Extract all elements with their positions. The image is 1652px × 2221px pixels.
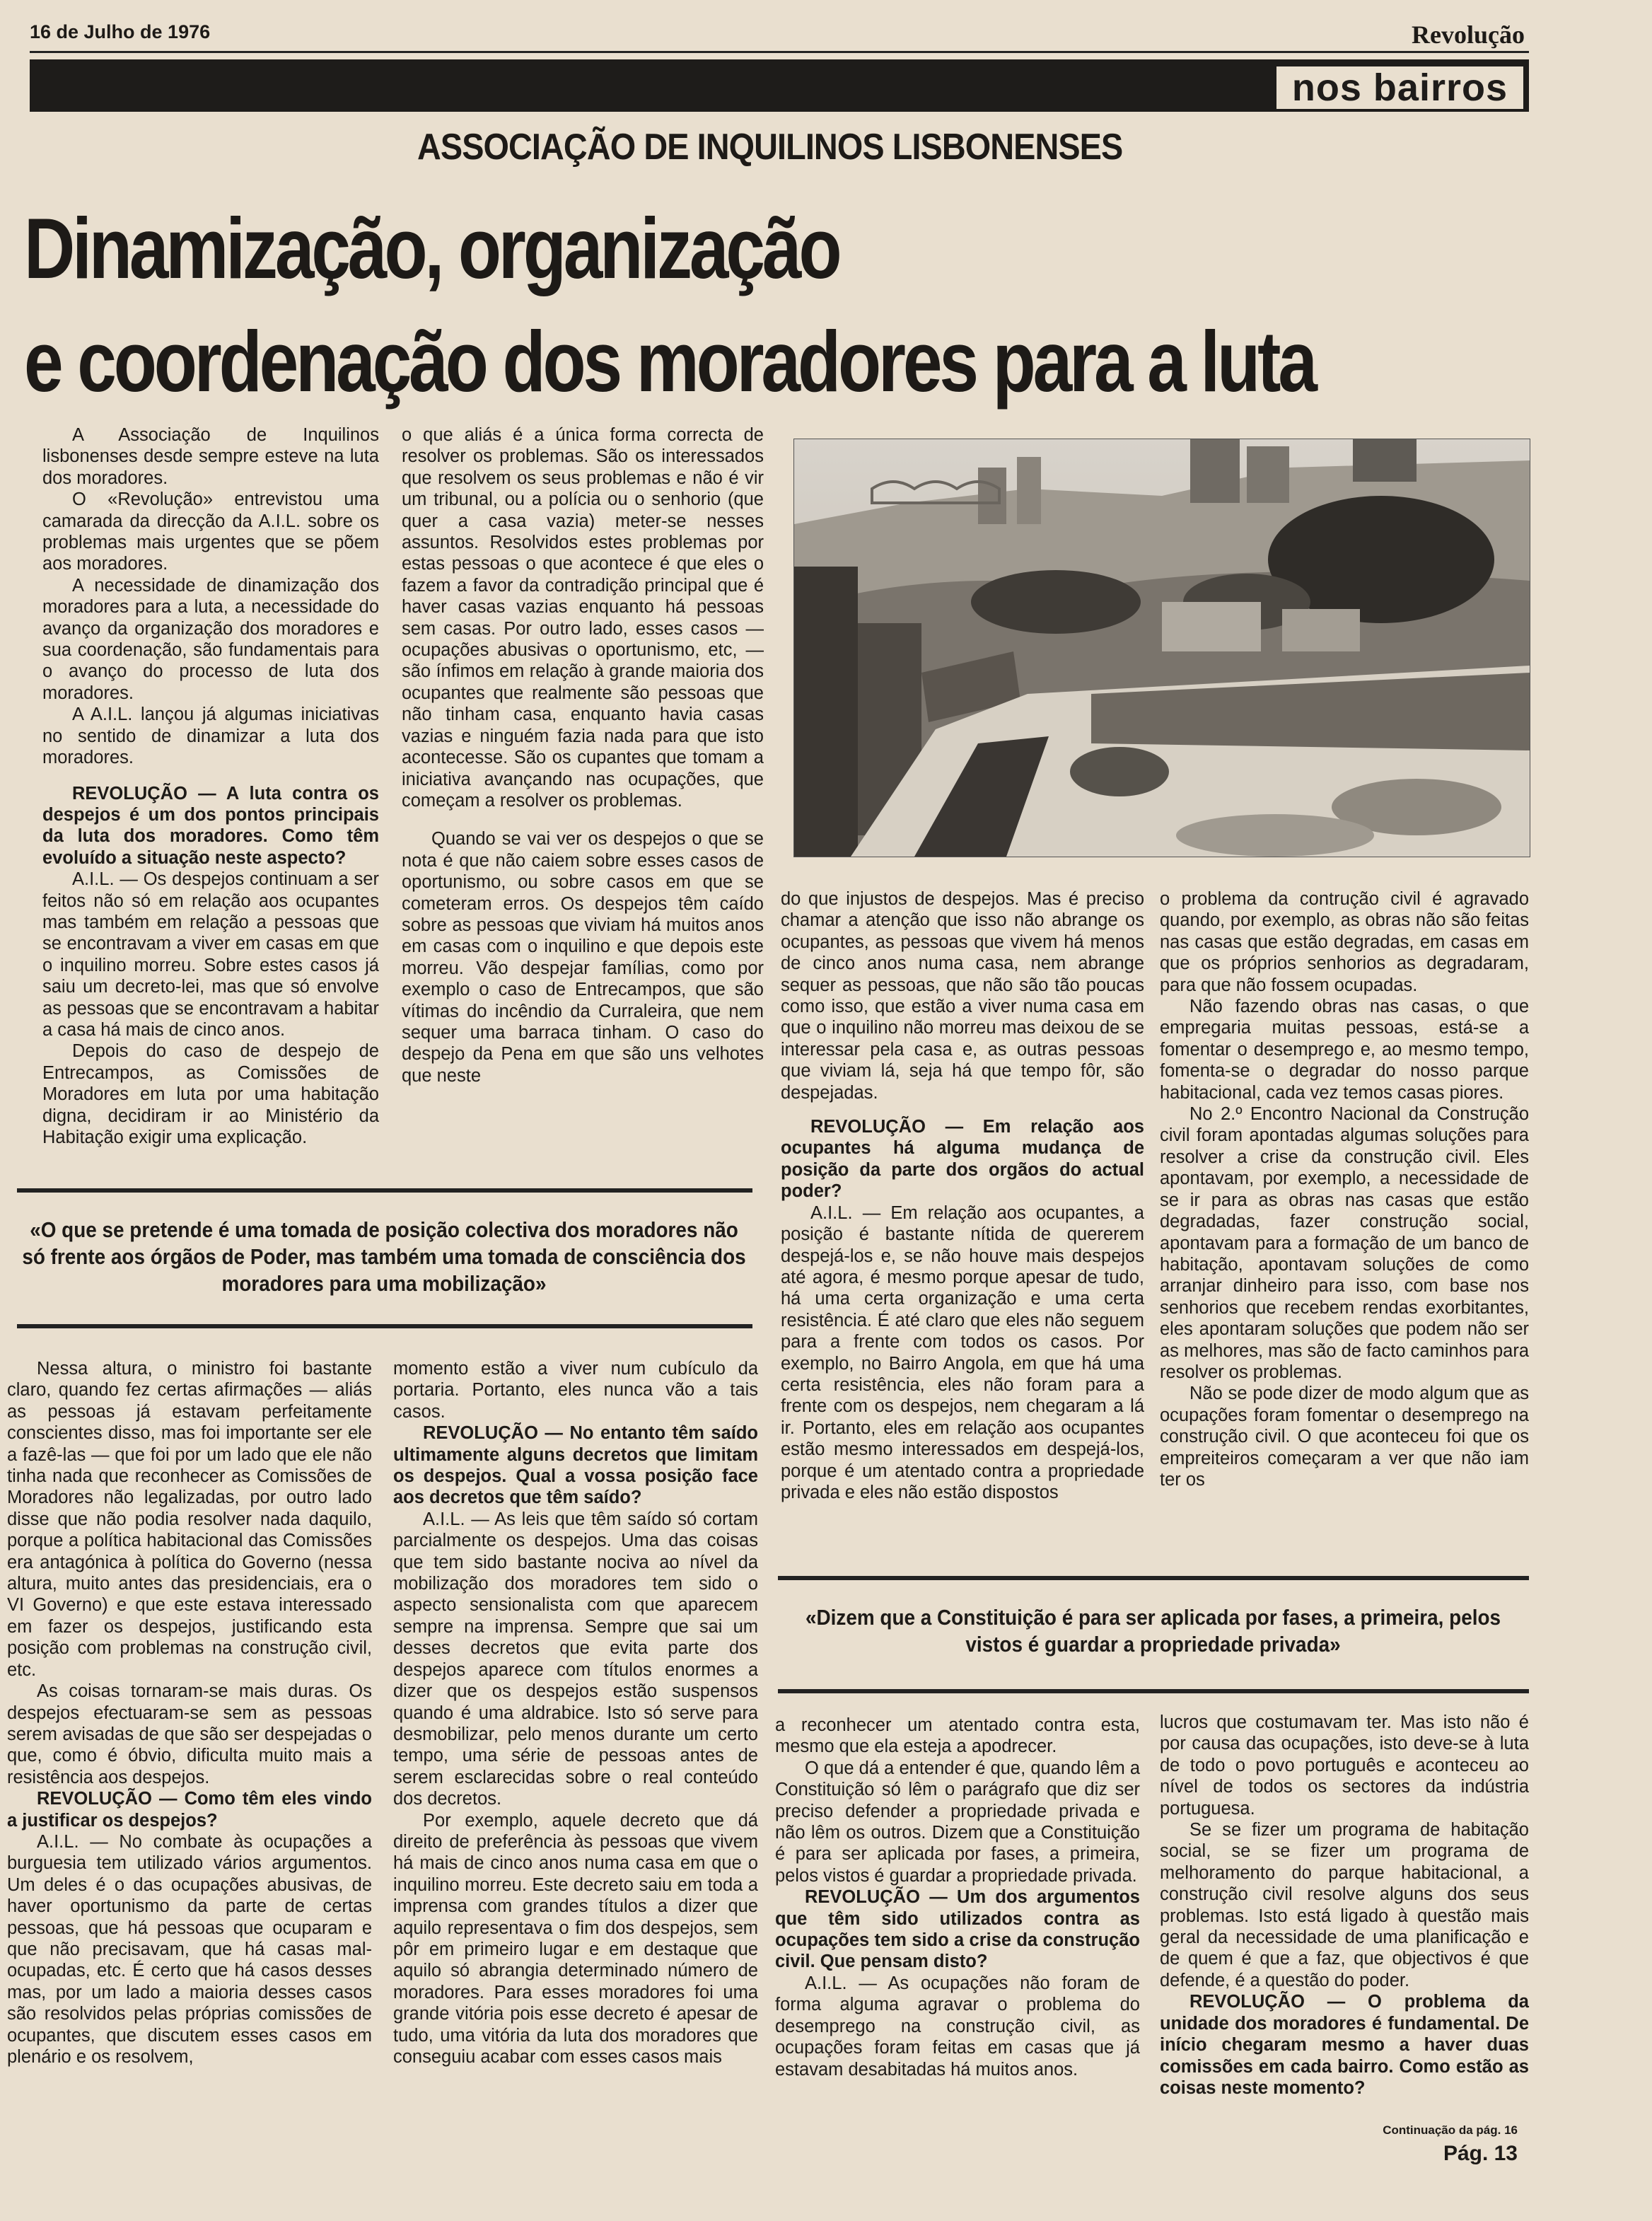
paragraph: Não fazendo obras nas casas, o que empregaria muitas pessoas, está-se a fomentar o desemprego e, ao mesmo tempo, fomenta-se o degradar do nosso parque habitacional, cada vez temos casas piores. — [1160, 997, 1529, 1103]
column-6 — [393, 1358, 758, 2068]
paragraph: A.I.L. — No combate às ocupações a burguesia tem utilizado vários argumentos. Um deles é o das ocupações abusivas, de haver oportunismo da parte de certas pessoas, que há pessoas que ocuparam e que não precisavam, que há casas mal-ocupadas, etc. É certo que há casos desses mas, por um lado a maioria desses casos são resolvidos pelas próprias comissões de ocupantes, que discutem esses casos em plenário e os resolvem, — [7, 1831, 372, 2067]
paragraph: Nessa altura, o ministro foi bastante claro, quando fez certas afirmações — aliás as pessoas já estavam perfeitamente conscientes disso, mas foi importante ser ele a fazê-las — que foi por um lado que ele não tinha nada que reconhecer as Comissões de Moradores não legalizadas, por outro lado disse que não podia resolver nada daquilo, porque a política habitacional das Comissões era antagónica à política do Governo (nessa altura, muito antes das presidenciais, era o VI Governo) e que este estava interessado em fazer os despejos, justificando esta posição com problemas na construção civil, etc. — [7, 1359, 372, 1680]
paragraph: do que injustos de despejos. Mas é preciso chamar a atenção que isso não abrange os ocupantes, as pessoas que vivem há menos de cinco anos numa casa, nem abrange sequer as pessoas, que não são tão poucas como isso, que estão a viver numa casa em que o inquilino não morreu mas deixou de se interessar pela casa e, as outras pessoas que viviam lá, seja há que tempo fôr, são despejadas. — [781, 889, 1144, 1103]
column-5 — [7, 1358, 372, 2068]
paragraph: Não se pode dizer de modo algum que as ocupações foram fomentar o desemprego na construção civil. O que aconteceu foi que os empreiteiros começaram a ver que não iam ter os — [1160, 1384, 1529, 1490]
paragraph: A.I.L. — Em relação aos ocupantes, a posição é bastante nítida de quererem despejá-los e, se não houve mais despejos até agora, é mesmo porque apesar de tudo, há uma certa organização e uma certa resistência. É até claro que eles não seguem para a frente com todos os casos. Por exemplo, no Bairro Angola, em que há uma certa resistência, eles não foram para a frente com os despejos, nem chegaram a lá ir. Portanto, eles em relação aos ocupantes estão mesmo interessados em despejá-los, porque é um atentado contra a propriedade privada e eles não estão dispostos — [781, 1202, 1144, 1502]
headline-line-2: e coordenação dos moradores para a luta — [24, 313, 1315, 410]
column-4 — [1160, 888, 1529, 1490]
page-number: Pág. 13 — [1443, 2142, 1518, 2165]
interview-question: REVOLUÇÃO — Como têm eles vindo a justificar os despejos? — [7, 1789, 372, 1831]
paragraph: A.I.L. — As leis que têm saído só cortam parcialmente os despejos. Uma das coisas que tem sido bastante nociva ao nível da mobilização dos moradores tem sido o aspecto sensionalista com que aparecem sempre na imprensa. Sempre que sai um desses decretos que evita parte dos despejos aparece com títulos enormes a dizer que os despejos estão suspensos quando é uma aldrabice. Isto só serve para desmobilizar, pelo menos durante um certo tempo, uma série de pessoas antes de serem esclarecidas sobre o real conteúdo dos decretos. — [393, 1509, 758, 1809]
pull-quote-1: «O que se pretende é uma tomada de posição colectiva dos moradores não só frente aos órgãos de Poder, mas também uma tomada de consciência dos moradores para uma mobilização» — [22, 1217, 746, 1296]
interview-question: REVOLUÇÃO — Em relação aos ocupantes há alguma mudança de posição da parte dos orgãos do actual poder? — [781, 1117, 1144, 1202]
pull-quote-rule-bottom — [17, 1324, 752, 1328]
paragraph: lucros que costumavam ter. Mas isto não é por causa das ocupações, isto deve-se à luta de todo o povo português e aconteceu ao nível de todos os sectores da indústria portuguesa. — [1160, 1712, 1529, 1819]
continuation-note: Continuação da pág. 16 — [1383, 2123, 1518, 2137]
paragraph: o que aliás é a única forma correcta de resolver os problemas. São os interessados que resolvem os seus problemas e não é vir um tribunal, ou a polícia ou o senhorio (que quer a casa vazia) meter-se nesses assuntos. Resolvidos estes problemas por estas pessoas o que acontece é que eles o fazem a favor da contradição principal que é haver casas vazias enquanto há pessoas sem casas. Por outro lado, esses casos — ocupações abusivas o oportunismo, etc, — são ínfimos em relação à grande maioria dos ocupantes que realmente são pessoas que não tinham casa, enquanto havia casas vazias e ninguém fazia nada para que isto acontecesse. São os cupantes que tomam a iniciativa avançando nas ocupações, que começam a resolver os problemas. — [402, 425, 764, 811]
paragraph: A.I.L. — As ocupações não foram de forma alguma agravar o problema do desemprego na construção civil, as ocupações foram feitas em casas que já estavam desabitadas há muitos anos. — [775, 1973, 1140, 2080]
pull-quote-rule-top — [17, 1188, 752, 1193]
article-kicker: ASSOCIAÇÃO DE INQUILINOS LISBONENSES — [417, 127, 1123, 168]
newspaper-name: Revolução — [1412, 21, 1525, 49]
header-rule — [30, 51, 1529, 53]
paragraph: O que dá a entender é que, quando lêm a Constituição só lêm o parágrafo que diz ser preciso defender a propriedade privada e não lêm os outros. Dizem que a Constituição é para ser aplicada por fases, a primeira, pelos vistos é guardar a propriedade privada. — [775, 1758, 1140, 1886]
pull-quote-2-rule-bottom — [778, 1689, 1529, 1693]
interview-question: REVOLUÇÃO — A luta contra os despejos é um dos pontos principais da luta dos moradores. Como têm evoluído a situação neste aspecto? — [42, 783, 379, 868]
paragraph: No 2.º Encontro Nacional da Construção civil foram apontadas algumas soluções para resolver a crise da construção civil. Eles apontavam, por exemplo, a necessidade de se ir para as obras nas casas que estão degradadas, fazer construção social, apontavam para a formação de um banco de habitação, apontavam soluções de como arranjar dinheiro para isso, com base nos senhorios que recebem rendas exorbitantes, eles apontaram soluções que podem não ser as melhores, mas são de facto caminhos para resolver os problemas. — [1160, 1104, 1529, 1382]
column-2 — [402, 424, 764, 1086]
paragraph: momento estão a viver num cubículo da portaria. Portanto, eles nunca vão a tais casos. — [393, 1359, 758, 1422]
paragraph: Depois do caso de despejo de Entrecampos, as Comissões de Moradores em luta por uma habitação digna, decidiram ir ao Ministério da Habitação exigir uma explicação. — [42, 1041, 379, 1147]
column-1 — [42, 424, 379, 1148]
paragraph: O «Revolução» entrevistou uma camarada da direcção da A.I.L. sobre os problemas mais urgentes que se põem aos moradores. — [42, 489, 379, 574]
pull-quote-2-rule-top — [778, 1576, 1529, 1580]
column-7 — [775, 1715, 1140, 2080]
paragraph: a reconhecer um atentado contra esta, mesmo que ela esteja a apodrecer. — [775, 1715, 1140, 1757]
paragraph: Por exemplo, aquele decreto que dá direito de preferência às pessoas que vivem há mais de cinco anos numa casa em que o inquilino morreu. Este decreto saiu em toda a imprensa com grandes títulos a dizer que aquilo representava o fim dos despejos, sem pôr em primeiro lugar e em destaque que aquilo só abrangia determinado número de moradores. Para esses moradores foi uma grande vitória pois esse decreto é apesar de tudo, uma vitória da luta dos moradores que conseguiu acabar com esses casos mais — [393, 1810, 758, 2067]
paragraph: Se se fizer um programa de habitação social, se se fizer um programa de melhoramento do parque habitacional, a construção civil resolve alguns dos seus problemas. Isto está ligado à questão mais geral da necessidade de uma planificação e de quem é que a faz, que objectivos é que defende, é a questão do poder. — [1160, 1820, 1529, 1990]
paragraph: A A.I.L. lançou já algumas iniciativas no sentido de dinamizar a luta dos moradores. — [42, 704, 379, 768]
headline-line-1: Dinamização, organização — [24, 200, 839, 296]
pull-quote-2: «Dizem que a Constituição é para ser aplicada por fases, a primeira, pelos vistos é guardar a propriedade privada» — [805, 1605, 1501, 1657]
section-title: nos bairros — [1276, 66, 1523, 109]
column-8 — [1160, 1712, 1529, 2099]
paragraph: o problema da contrução civil é agravado quando, por exemplo, as obras não são feitas nas casas que estão degradas, em casas em que os próprios senhorios as degradaram, para que não fossem ocupadas. — [1160, 889, 1529, 995]
paragraph: A.I.L. — Os despejos continuam a ser feitos não só em relação aos ocupantes mas também em relação a pessoas que se encontravam a viver em casas em que o inquilino morreu. Sobre estes casos já saiu um decreto-lei, mas que só envolve as pessoas que se encontravam a habitar a casa há mais de cinco anos. — [42, 869, 379, 1040]
paragraph: A necessidade de dinamização dos moradores para a luta, a necessidade do avanço da organização dos moradores e sua coordenação, são fundamentais para o avanço do processo de luta dos moradores. — [42, 575, 379, 703]
paragraph: A Associação de Inquilinos lisbonenses desde sempre esteve na luta dos moradores. — [42, 425, 379, 488]
neighbourhood-photo — [793, 439, 1530, 857]
interview-question: REVOLUÇÃO — Um dos argumentos que têm sido utilizados contra as ocupações tem sido a crise da construção civil. Que pensam disto? — [775, 1887, 1140, 1972]
paragraph: As coisas tornaram-se mais duras. Os despejos efectuaram-se sem as pessoas serem avisadas de que são ser despejadas o que, como é óbvio, dificulta muito mais a resistência aos despejos. — [7, 1681, 372, 1787]
interview-question: REVOLUÇÃO — No entanto têm saído ultimamente alguns decretos que limitam os despejos. Qual a vossa posição face aos decretos que têm saído? — [393, 1423, 758, 1508]
issue-date: 16 de Julho de 1976 — [30, 21, 211, 42]
paragraph: Quando se vai ver os despejos o que se nota é que não caiem sobre esses casos de oportunismo, ou sobre casos em que se cometeram erros. Os despejos têm caído sobre as pessoas que viviam há muitos anos em casas com o inquilino e que depois este morreu. Vão despejar famílias, como por exemplo o caso de Entrecampos, que são vítimas do incêndio da Curraleira, que nem sequer uma barraca tinham. O caso do despejo da Pena em que são uns velhotes que neste — [402, 829, 764, 1086]
column-3 — [781, 888, 1144, 1503]
interview-question: REVOLUÇÃO — O problema da unidade dos moradores é fundamental. De início chegaram mesmo a haver duas comissões em cada bairro. Como estão as coisas neste momento? — [1160, 1992, 1529, 2098]
